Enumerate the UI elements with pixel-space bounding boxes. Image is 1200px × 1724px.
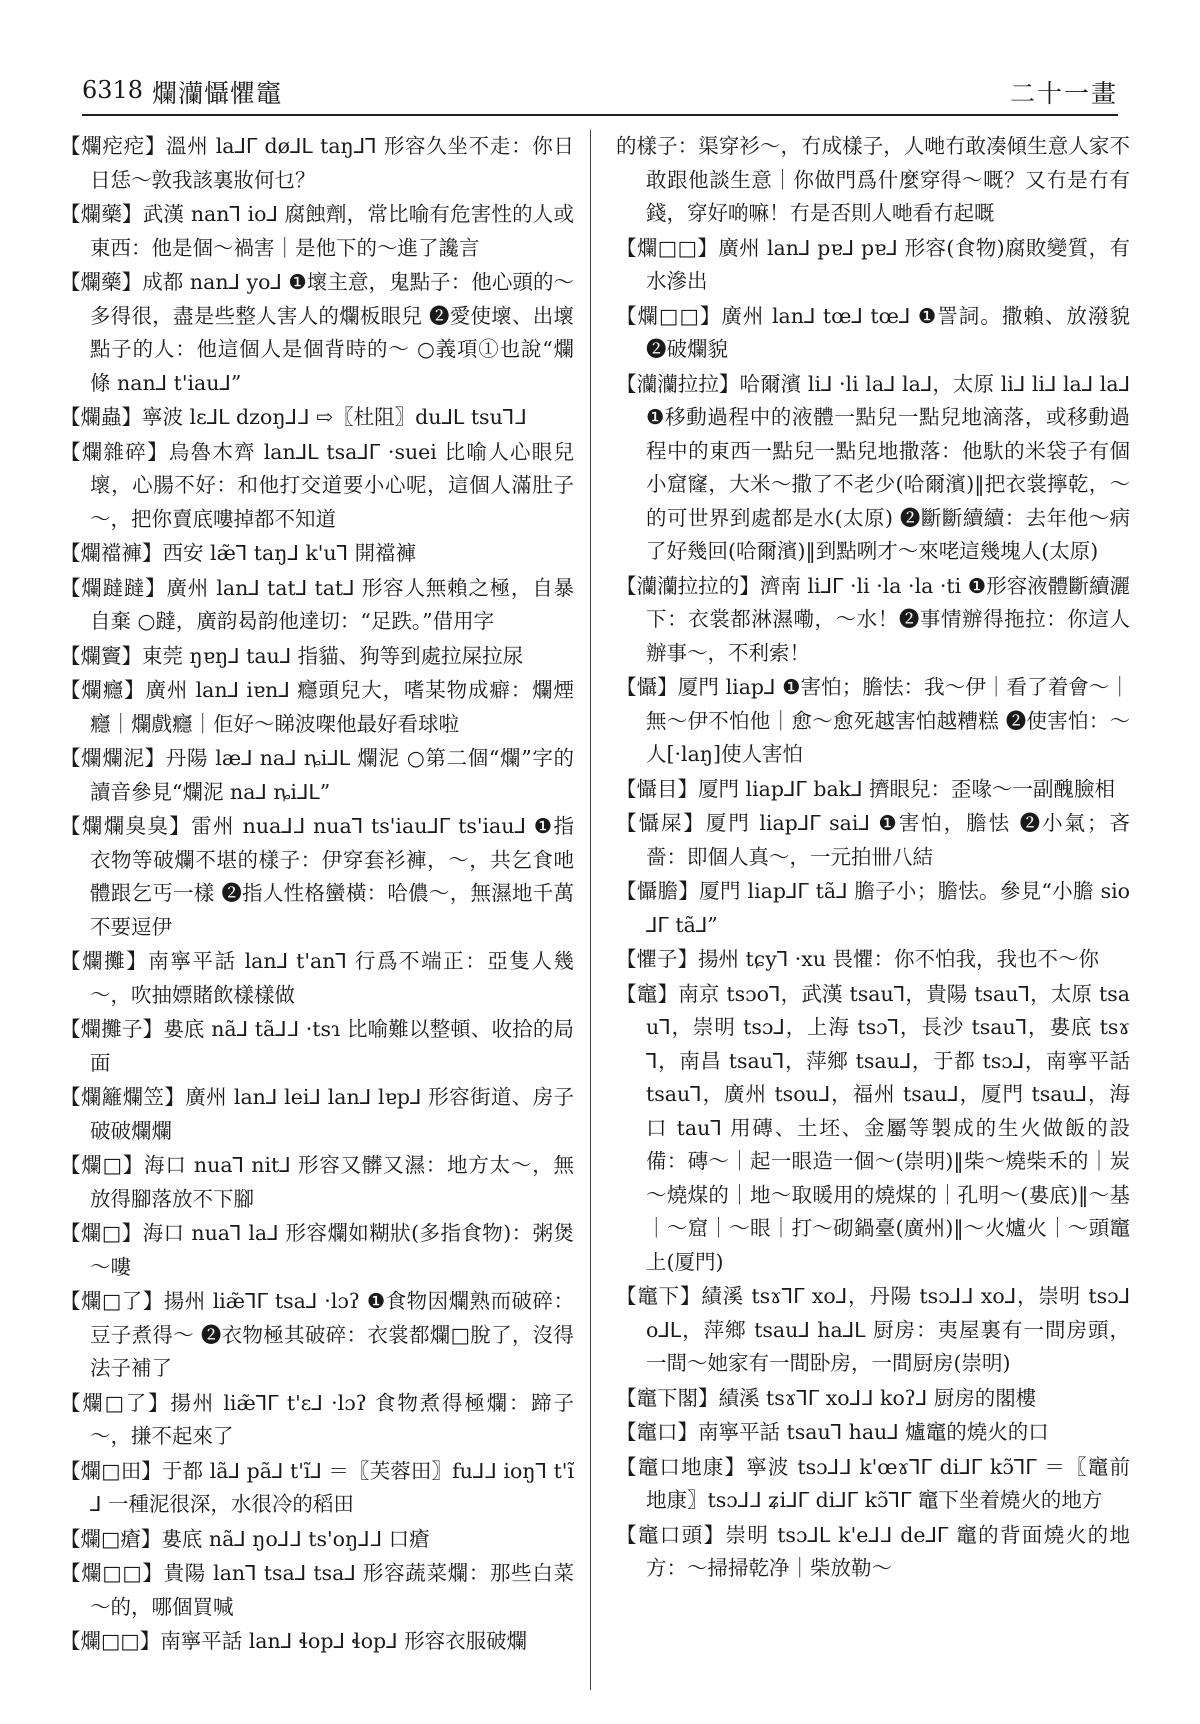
dictionary-entry: 【灡灡拉拉的】濟南 li⅃ᒥ ·li ·la ·la ·ti ❶形容液體斷續灑下：衣裳都淋濕嘞，～水！❷事情辦得拖拉：你這人辦事～，不利索！ xyxy=(616,573,1130,665)
dictionary-entry: 【爛躂躂】廣州 lan⅃ tat⅃ tat⅃ 形容人無賴之極，自暴自棄 ○躂，廣韵曷韵他達切：“足跌。”借用字 xyxy=(60,575,574,633)
dictionary-entry: 【爛蟲】寧波 lɛ⅃ᒪ dzoŋ⅃ᒧ ⇨〖杜阻〗du⅃ᒪ tsu⅂ᒧ xyxy=(60,405,527,429)
dictionary-entry: 【爛雜碎】烏魯木齊 lan⅃ᒪ tsa⅃ᒥ ·suei 比喻人心眼兒壞，心腸不好：和他打交道要小心呢，這個人滿肚子～，把你賣底嘍掉都不知道 xyxy=(60,439,574,531)
page-number: 6318 xyxy=(82,76,144,104)
dictionary-entry: 【爛□田】于都 lã⅃ pã⅃ t'ĩ⅃ ＝〖芙蓉田〗fu⅃ᒧ ioŋ⅂ t'ĩ⅃ 一種泥很深，水很冷的稻田 xyxy=(60,1458,574,1516)
dictionary-entry: 【竈下閣】績溪 tsɤ⅂ᒥ xo⅃ᒧ koʔ⅃ 厨房的閣樓 xyxy=(616,1385,1037,1410)
right-column xyxy=(616,130,1130,1700)
dictionary-entry: 【爛㾃㾃】溫州 la⅃ᒥ dø⅃ᒪ taŋ⅃⅂ 形容久坐不走：你日日恁～敦我該裏妝何乜？ xyxy=(60,134,574,192)
dictionary-entry: 【爛藥】成都 nan⅃ yo⅃ ❶壞主意，鬼點子：他心頭的～多得很，盡是些整人害人的爛板眼兒 ❷愛使壞、出壞點子的人：他這個人是個背時的～ ○義項①也說“爛條 nan⅃ t'iau⅃” xyxy=(60,270,574,395)
page-title: 爛灡懾懼竈 xyxy=(152,79,283,108)
dictionary-entry: 【爛攤】南寧平話 lan⅃ t'an⅂ 行爲不端正：亞隻人幾～，吹抽嫖賭飲樣樣做 xyxy=(60,949,574,1007)
dictionary-entry: 【爛竇】東莞 ŋɐŋ⅃ tau⅃ 指貓、狗等到處拉屎拉尿 xyxy=(60,643,524,668)
dictionary-entry: 【爛□】海口 nua⅂ nit⅃ 形容又髒又濕：地方太～，無放得腳落放不下腳 xyxy=(60,1153,574,1211)
dictionary-entry: 【爛爛泥】丹陽 læ⅃ na⅃ ȵi⅃ᒪ 爛泥 ○第二個“爛”字的讀音參見“爛泥 na⅃ ȵi⅃ᒪ” xyxy=(60,746,574,804)
dictionary-entry: 的樣子：渠穿衫～，冇成樣子，人哋冇敢凑傾生意人家不敢跟他談生意｜你做門爲什麼穿得～嘅？又冇是冇有錢，穿好啲嘛！冇是否則人哋看冇起嘅 xyxy=(616,134,1130,225)
dictionary-entry: 【爛攤子】婁底 nã⅃ tã⅃ᒧ ·tsɿ 比喻難以整頓、收拾的局面 xyxy=(60,1017,574,1075)
dictionary-entry: 【竈口地康】寧波 tsɔ⅃ᒧ k'œɤ⅂ᒥ di⅃ᒥ kɔ̃⅂ᒥ ＝〖竈前地康〗tsɔ⅃ᒧ ʑi⅃ᒥ di⅃ᒥ kɔ̃⅂ᒥ 竈下坐着燒火的地方 xyxy=(616,1454,1130,1512)
dictionary-entry: 【爛籬爛笠】廣州 lan⅃ lei⅃ lan⅃ lɐp⅃ 形容街道、房子破破爛爛 xyxy=(60,1085,574,1143)
dictionary-entry: 【爛癮】廣州 lan⅃ iɐn⅃ 癮頭兒大，嗜某物成癖：爛煙癮｜爛戲癮｜佢好～睇波㗎他最好看球啦 xyxy=(60,678,574,736)
dictionary-entry: 【爛□了】揚州 liæ̃⅂ᒥ t'ɛ⅃ ·lɔʔ 食物煮得極爛：蹄子～，搛不起來了 xyxy=(60,1390,574,1448)
dictionary-entry: 【竈下】績溪 tsɤ⅂ᒥ xo⅃，丹陽 tsɔ⅃ᒧ xo⅃，崇明 tsɔ⅃ o⅃ᒪ，萍鄉 tsau⅃ ha⅃ᒪ 厨房：夷屋裏有一間房頭，一間～她家有一間卧房，一間厨房(崇明) xyxy=(616,1284,1130,1375)
dictionary-entry: 【懾目】厦門 liap⅃ᒥ bak⅃ 擠眼兒：歪喙～一副醜臉相 xyxy=(616,776,1116,801)
dictionary-entry: 【灡灡拉拉】哈爾濱 li⅃ ·li la⅃ la⅃，太原 li⅃ li⅃ la⅃ la⅃ ❶移動過程中的液體一點兒一點兒地滴落，或移動過程中的東西一點兒一點兒地撒落：他馱的米袋子有個小窟窿，大米～撒了不老少(哈爾濱)‖把衣裳擰乾，～的可世界到處都是水(太原) ❷斷斷續續：去年他～病了好幾回(哈爾濱)‖到點咧才～來咾這幾塊人(太原) xyxy=(616,371,1130,563)
dictionary-entry: 【爛□瘡】婁底 nã⅃ ŋo⅃ᒧ ts'oŋ⅃ᒧ 口瘡 xyxy=(60,1526,430,1551)
dictionary-entry: 【爛藥】武漢 nan⅂ io⅃ 腐蝕劑，常比喻有危害性的人或東西：他是個～禍害｜是他下的～進了讒言 xyxy=(60,202,574,260)
dictionary-entry: 【懾屎】厦門 liap⅃ᒥ sai⅃ ❶害怕，膽怯 ❷小氣；吝嗇：即個人真～，一元拍卌八結 xyxy=(616,811,1130,869)
dictionary-entry: 【爛□】海口 nua⅂ la⅃ 形容爛如糊狀(多指食物)：粥煲～嘍 xyxy=(60,1221,574,1279)
column-divider xyxy=(590,130,591,1690)
dictionary-entry: 【爛襠褲】西安 læ̃⅂ taŋ⅃ k'u⅂ 開襠褲 xyxy=(60,541,417,565)
dictionary-entry: 【爛□□】貴陽 lan⅂ tsa⅃ tsa⅃ 形容蔬菜爛：那些白菜～的，哪個買喊 xyxy=(60,1561,574,1619)
dictionary-entry: 【懼子】揚州 tɕy⅂ ·xu 畏懼：你不怕我，我也不～你 xyxy=(616,947,1100,971)
left-column xyxy=(60,130,574,1700)
section-title: 二十一畫 xyxy=(1009,79,1118,108)
dictionary-entry: 【竈口頭】崇明 tsɔ⅃ᒪ k'e⅃ᒧ de⅃ᒥ 竈的背面燒火的地方：～掃掃乾净｜柴放勒～ xyxy=(616,1522,1130,1580)
dictionary-entry: 【爛□□】廣州 lan⅃ tœ⅃ tœ⅃ ❶詈詞。撒賴、放潑貌 ❷破爛貌 xyxy=(616,303,1130,361)
dictionary-entry: 【爛□□】廣州 lan⅃ pɐ⅃ pɐ⅃ 形容(食物)腐敗變質，有水滲出 xyxy=(616,235,1130,293)
dictionary-entry: 【竈口】南寧平話 tsau⅂ hau⅃ 爐竈的燒火的口 xyxy=(616,1420,1049,1444)
dictionary-entry: 【懾膽】厦門 liap⅃ᒥ tã⅃ 膽子小；膽怯。參見“小膽 sio⅃ᒥ tã⅃” xyxy=(616,879,1130,937)
page-header xyxy=(82,68,1118,116)
dictionary-entry: 【懾】厦門 liap⅃ ❶害怕；膽怯：我～伊｜看了着會～｜無～伊不怕他｜愈～愈死越害怕越糟糕 ❷使害怕：～人[·laŋ]使人害怕 xyxy=(616,675,1130,766)
dictionary-entry: 【竈】南京 tsɔo⅂，武漢 tsau⅂，貴陽 tsau⅂，太原 tsau⅂，崇明 tsɔ⅃，上海 tsɔ⅂，長沙 tsau⅂，婁底 tsɤ⅂，南昌 tsau⅂，萍鄉 tsau⅃，于都 tsɔ⅃，南寧平話 tsau⅂，廣州 tsou⅃，福州 tsau⅃，厦門 tsau⅃，海口 tau⅂ 用磚、土坯、金屬等製成的生火做飯的設備：磚～｜起一眼造一個～(崇明)‖柴～燒柴禾的｜炭～燒煤的｜地～取暖用的燒煤的｜孔明～(婁底)‖～基｜～窟｜～眼｜打～砌鍋臺(廣州)‖～火爐火｜～頭竈上(厦門) xyxy=(616,981,1130,1274)
dictionary-entry: 【爛爛臭臭】雷州 nua⅃ᒧ nua⅂ ts'iau⅃ᒥ ts'iau⅃ ❶指衣物等破爛不堪的樣子：伊穿套衫褲，～，共乞食吔體跟乞丐一樣 ❷指人性格蠻橫：哈儂～，無濕地千萬不要逗伊 xyxy=(60,814,574,939)
dictionary-entry: 【爛□了】揚州 liæ̃⅂ᒥ tsa⅃ ·lɔʔ ❶食物因爛熟而破碎：豆子煮得～ ❷衣物極其破碎：衣裳都爛□脫了，沒得法子補了 xyxy=(60,1289,574,1380)
dictionary-entry: 【爛□□】南寧平話 lan⅃ ɬop⅃ ɬop⅃ 形容衣服破爛 xyxy=(60,1629,528,1653)
